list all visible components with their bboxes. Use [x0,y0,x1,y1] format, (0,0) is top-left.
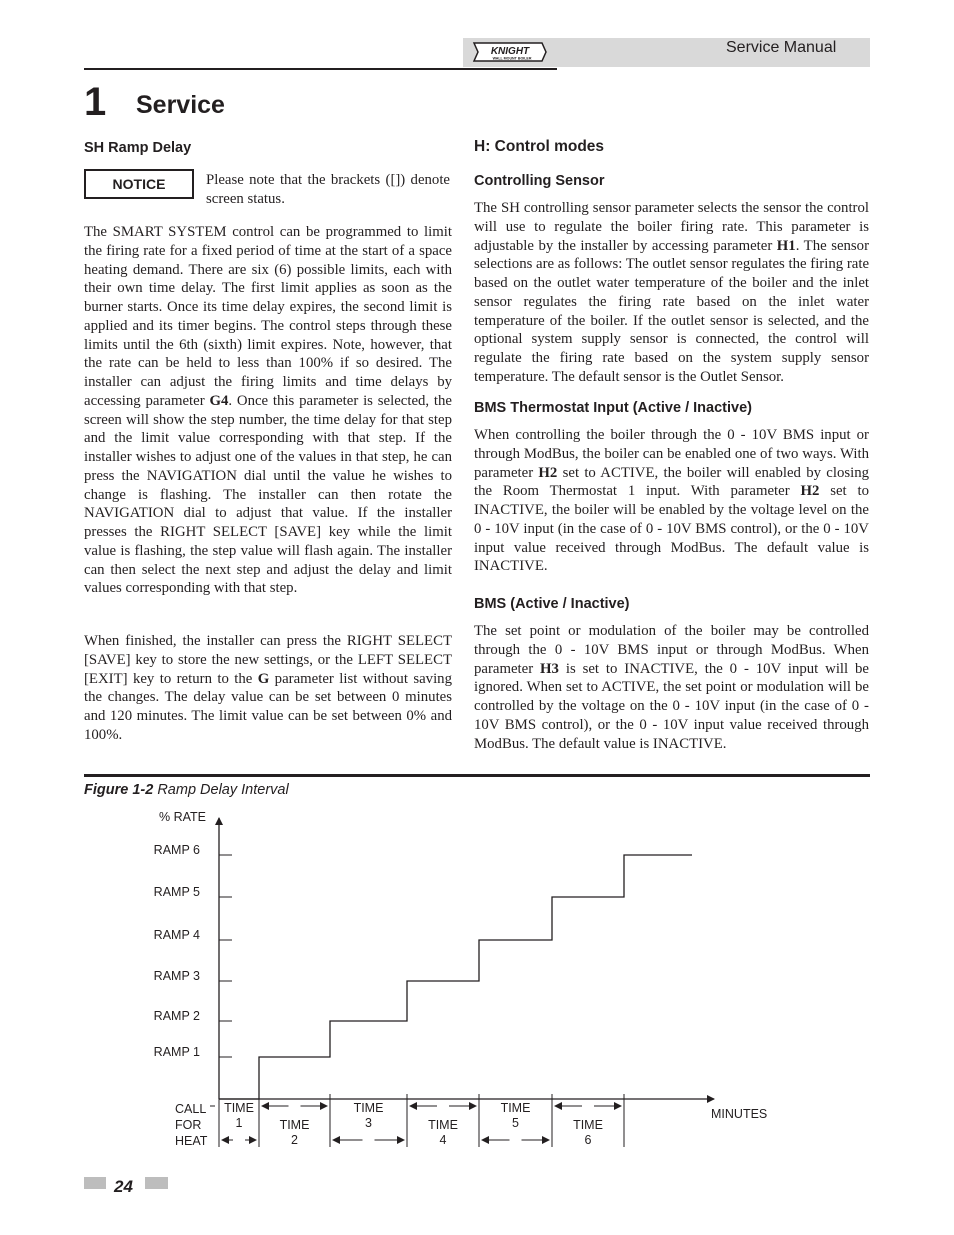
call-for-heat-label: HEAT [175,1134,208,1148]
figure-caption [84,781,289,799]
chapter-number: 1 [84,80,107,124]
interval-label: TIME [353,1101,384,1115]
bms-thermostat-heading: BMS Thermostat Input (Active / Inactive) [474,400,752,416]
y-tick-label: RAMP 4 [153,928,200,942]
control-modes-heading: H: Control modes [474,138,605,155]
interval-number: 3 [365,1116,372,1130]
controlling-sensor-paragraph: The SH controlling sensor parameter selects the sensor the control will use to regulate the boiler firing rate. This parameter is adjustable by the installer by accessing parameter H1. The sensor selections are as follows: The outlet sensor regulates the firing rate based on the outlet water temperature of the boiler and the inlet sensor regulates the firing rate based on the inlet water temperature of the boiler. If the outlet sensor is selected, and the optional system supply sensor is connected, the control will regulate the firing rate based on the system supply sensor temperature. The default sensor is the Outlet Sensor. [474,200,870,385]
figure-label: Figure 1-2 [84,782,154,798]
interval-label: TIME [224,1101,254,1115]
parameter-code: H3 [540,660,559,677]
ramp-delay-chart [0,800,954,1160]
bms-active-paragraph: The set point or modulation of the boiler may be controlled through the 0 - 10V BMS input or through ModBus. When parameter H3 is set to INACTIVE, the 0 - 10V input will be ignored. When set to ACTIVE, the set point or modulation will be controlled by the voltage on the 0 - 10V input (in the case of 0 - 10V BMS control), or the 0 - 10V input value received through ModBus. The default value is INACTIVE. [474,623,870,752]
parameter-code: H2 [538,464,558,481]
sh-ramp-delay-heading: SH Ramp Delay [84,140,192,156]
y-tick-label: RAMP 5 [153,885,200,899]
interval-label: TIME [500,1101,531,1115]
interval-label: TIME [573,1118,603,1132]
interval-number: 1 [235,1116,243,1130]
parameter-code: H1 [776,237,796,254]
interval-number: 4 [439,1133,447,1147]
chapter-title: Service [136,91,225,119]
footer-bar-right [145,1177,168,1189]
interval-number: 2 [291,1133,298,1147]
bms-active-heading: BMS (Active / Inactive) [474,596,630,612]
call-for-heat-label: FOR [175,1118,202,1132]
series-line [219,855,692,1099]
parameter-code: H2 [800,483,820,500]
interval-label: TIME [279,1118,310,1132]
page-number: 24 [114,1177,133,1196]
logo-subtext: WALL MOUNT BOILER [492,56,532,61]
bms-thermostat-paragraph: When controlling the boiler through the 0 - 10V BMS input or through ModBus, the boiler can be enabled one of two ways. With parameter H2 set to ACTIVE, the boiler will enabled by closing the Room Thermostat 1 input. With parameter H2 set to INACTIVE, the boiler will be enabled by the voltage level on the 0 - 10V input (in the case of 0 - 10V BMS control), or the 0 - 10V input value received through ModBus. The default value is INACTIVE. [474,427,870,575]
figure-title: Ramp Delay Interval [157,782,289,798]
y-tick-label: RAMP 6 [153,843,200,857]
notice-label: NOTICE [112,176,166,192]
interval-number: 6 [584,1133,592,1147]
parameter-code: G [257,670,270,687]
parameter-code: G4 [209,392,229,409]
interval-number: 5 [512,1116,519,1130]
logo-text: KNIGHT [490,46,530,57]
x-axis-label: MINUTES [711,1107,768,1121]
notice-text: Please note that the brackets ([]) denote screen status. [206,172,450,207]
knight-logo [472,39,548,65]
ramp-delay-paragraph-1: The SMART SYSTEM control can be programmed to limit the firing rate for a fixed period of time at the start of a space heating demand. There are six (6) possible limits, each with their own time delay. The first limit applies as soon as the burner starts. Once its time delay expires, the second limit is applied and its timer begins. The control steps through these limits until the 6th (sixth) limit expires. Note, however, that the rate can be held to less than 100% if so desired. The installer can adjust the firing limits and time delays by accessing parameter G4. Once this parameter is selected, the screen will show the step number, the time delay for that step and the limit value corresponding with that step. If the installer wishes to adjust one of the values in that step, he can press the NAVIGATION dial until the value he wishes to change is flashing. The installer can then rotate the NAVIGATION dial to adjust that value. If the installer presses the RIGHT SELECT [SAVE] key while the limit value is flashing, the step value will flash again. The installer can then select the next step and adjust the delay and limit values corresponding with that step. [84,224,452,597]
y-tick-label: RAMP 2 [153,1009,200,1023]
y-axis-label: % RATE [159,810,206,824]
call-for-heat-label: CALL [175,1102,207,1116]
controlling-sensor-heading: Controlling Sensor [474,173,605,189]
header-rule [84,68,557,70]
footer-bar-left [84,1177,106,1189]
interval-label: TIME [428,1118,458,1132]
y-tick-label: RAMP 1 [153,1045,200,1059]
ramp-delay-paragraph-2: When finished, the installer can press the RIGHT SELECT [SAVE] key to store the new settings, or the LEFT SELECT [EXIT] key to return to the G parameter list without saving the changes. The delay value can be set between 0 minutes and 120 minutes. The limit value can be set between 0% and 100%. [84,633,452,743]
y-tick-label: RAMP 3 [153,969,200,983]
figure-rule [84,774,870,777]
notice-box [84,169,194,199]
manual-title: Service Manual [726,39,837,56]
